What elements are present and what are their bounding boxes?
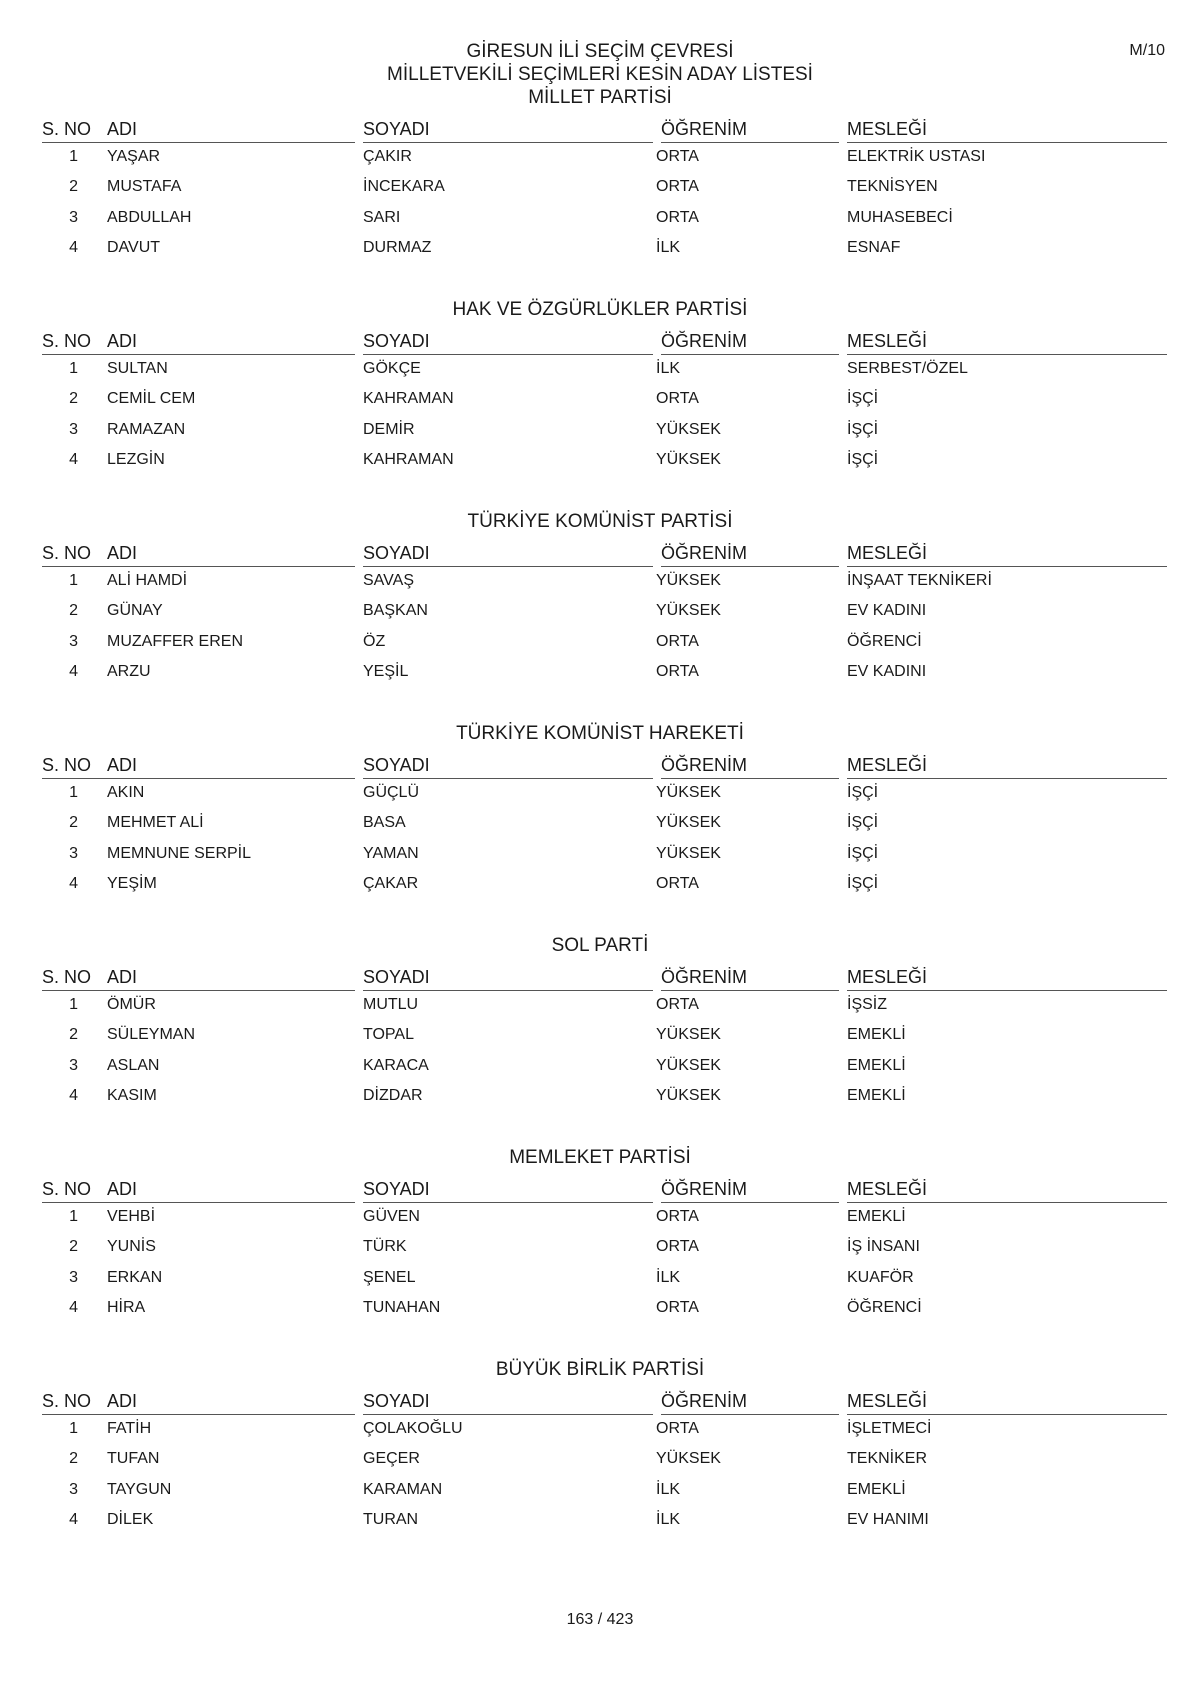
candidate-education: ORTA [656, 178, 699, 195]
candidate-surname: KARAMAN [363, 1481, 443, 1498]
column-underline [363, 1202, 653, 1203]
candidate-row [0, 420, 1200, 442]
col-header-no: S. NO [42, 331, 92, 351]
column-underline [661, 142, 839, 143]
candidate-job: İŞLETMECİ [847, 1420, 932, 1437]
candidate-job: EV HANIMI [847, 1511, 929, 1528]
column-underline [363, 990, 653, 991]
candidate-surname: SAVAŞ [363, 572, 414, 589]
candidate-name: KASIM [107, 1087, 157, 1104]
candidate-no: 4 [69, 451, 78, 468]
candidate-surname: DURMAZ [363, 239, 432, 256]
col-header-education: ÖĞRENİM [661, 543, 748, 563]
column-underline [363, 566, 653, 567]
candidate-job: KUAFÖR [847, 1269, 914, 1286]
column-header-row [0, 966, 1200, 992]
party-title: SOL PARTİ [551, 935, 649, 956]
candidate-surname: YEŞİL [363, 663, 409, 680]
col-header-surname: SOYADI [363, 543, 430, 563]
candidate-surname: ÇOLAKOĞLU [363, 1420, 463, 1437]
candidate-no: 2 [69, 1026, 78, 1043]
candidate-row [0, 874, 1200, 896]
candidate-no: 2 [69, 390, 78, 407]
column-underline [661, 1414, 839, 1415]
col-header-job: MESLEĞİ [847, 331, 928, 351]
candidate-surname: İNCEKARA [363, 178, 445, 195]
candidate-no: 1 [69, 572, 78, 589]
candidate-name: SULTAN [107, 360, 168, 377]
col-header-no: S. NO [42, 543, 92, 563]
col-header-name: ADI [107, 1391, 138, 1411]
col-header-name: ADI [107, 1179, 138, 1199]
candidate-no: 3 [69, 421, 78, 438]
candidate-surname: TURAN [363, 1511, 419, 1528]
candidate-surname: ÇAKAR [363, 875, 419, 892]
candidate-education: YÜKSEK [656, 1450, 721, 1467]
col-header-education: ÖĞRENİM [661, 331, 748, 351]
party-title: BÜYÜK BİRLİK PARTİSİ [495, 1359, 705, 1380]
column-underline [363, 142, 653, 143]
page-code: M/10 [1129, 42, 1165, 59]
candidate-no: 3 [69, 633, 78, 650]
column-underline [847, 1202, 1167, 1203]
candidate-name: ERKAN [107, 1269, 163, 1286]
candidate-education: ORTA [656, 148, 699, 165]
candidate-name: MUSTAFA [107, 178, 182, 195]
candidate-job: ÖĞRENCİ [847, 1299, 922, 1316]
candidate-surname: KARACA [363, 1057, 429, 1074]
candidate-job: ELEKTRİK USTASI [847, 148, 986, 165]
party-title: MİLLET PARTİSİ [528, 87, 672, 108]
col-header-education: ÖĞRENİM [661, 1179, 748, 1199]
candidate-education: YÜKSEK [656, 421, 721, 438]
column-header-row [0, 118, 1200, 144]
candidate-education: YÜKSEK [656, 1057, 721, 1074]
candidate-job: EMEKLİ [847, 1026, 906, 1043]
candidate-name: ÖMÜR [107, 996, 156, 1013]
candidate-job: İŞÇİ [847, 845, 879, 862]
candidate-no: 2 [69, 178, 78, 195]
candidate-no: 1 [69, 996, 78, 1013]
candidate-name: LEZGİN [107, 451, 165, 468]
page-number: 163 / 423 [566, 1611, 634, 1628]
candidate-no: 2 [69, 1450, 78, 1467]
candidate-education: YÜKSEK [656, 1087, 721, 1104]
col-header-no: S. NO [42, 119, 92, 139]
candidate-no: 4 [69, 663, 78, 680]
column-header-row [0, 1390, 1200, 1416]
candidate-job: İŞÇİ [847, 421, 879, 438]
candidate-job: İŞÇİ [847, 875, 879, 892]
col-header-job: MESLEĞİ [847, 1179, 928, 1199]
candidate-job: EV KADINI [847, 602, 927, 619]
candidate-row [0, 632, 1200, 654]
party-title: TÜRKİYE KOMÜNİST HAREKETİ [456, 723, 744, 744]
candidate-no: 2 [69, 1238, 78, 1255]
candidate-no: 3 [69, 1269, 78, 1286]
candidate-no: 3 [69, 1481, 78, 1498]
candidate-row [0, 1207, 1200, 1229]
candidate-name: MEMNUNE SERPİL [107, 845, 252, 862]
col-header-surname: SOYADI [363, 119, 430, 139]
column-underline [363, 778, 653, 779]
candidate-job: İŞSİZ [847, 996, 888, 1013]
candidate-no: 4 [69, 875, 78, 892]
candidate-row [0, 450, 1200, 472]
col-header-surname: SOYADI [363, 331, 430, 351]
candidate-surname: SARI [363, 209, 401, 226]
candidate-education: İLK [656, 1481, 681, 1498]
col-header-no: S. NO [42, 1391, 92, 1411]
candidate-surname: DİZDAR [363, 1087, 423, 1104]
candidate-education: ORTA [656, 1299, 699, 1316]
candidate-job: MUHASEBECİ [847, 209, 953, 226]
candidate-row [0, 1025, 1200, 1047]
candidate-row [0, 783, 1200, 805]
candidate-name: MUZAFFER EREN [107, 633, 243, 650]
col-header-surname: SOYADI [363, 755, 430, 775]
candidate-education: İLK [656, 360, 681, 377]
candidate-name: MEHMET ALİ [107, 814, 204, 831]
candidate-education: İLK [656, 1269, 681, 1286]
candidate-surname: ŞENEL [363, 1269, 416, 1286]
candidate-surname: GÜÇLÜ [363, 784, 420, 801]
col-header-job: MESLEĞİ [847, 119, 928, 139]
col-header-job: MESLEĞİ [847, 755, 928, 775]
candidate-no: 3 [69, 1057, 78, 1074]
candidate-no: 4 [69, 1087, 78, 1104]
candidate-row [0, 1056, 1200, 1078]
candidate-job: EMEKLİ [847, 1208, 906, 1225]
col-header-education: ÖĞRENİM [661, 119, 748, 139]
column-underline [42, 1414, 355, 1415]
candidate-name: YUNİS [107, 1238, 156, 1255]
candidate-row [0, 359, 1200, 381]
candidate-surname: GÖKÇE [363, 360, 421, 377]
candidate-row [0, 995, 1200, 1017]
candidate-education: YÜKSEK [656, 814, 721, 831]
col-header-job: MESLEĞİ [847, 1391, 928, 1411]
candidate-no: 1 [69, 1208, 78, 1225]
candidate-job: SERBEST/ÖZEL [847, 360, 968, 377]
candidate-education: ORTA [656, 1420, 699, 1437]
col-header-surname: SOYADI [363, 967, 430, 987]
candidate-row [0, 1086, 1200, 1108]
col-header-job: MESLEĞİ [847, 967, 928, 987]
candidate-job: EV KADINI [847, 663, 927, 680]
candidate-row [0, 813, 1200, 835]
candidate-job: İŞ İNSANI [847, 1238, 920, 1255]
candidate-no: 1 [69, 360, 78, 377]
candidate-education: ORTA [656, 633, 699, 650]
candidate-education: YÜKSEK [656, 572, 721, 589]
column-header-row [0, 330, 1200, 356]
candidate-surname: BAŞKAN [363, 602, 428, 619]
col-header-job: MESLEĞİ [847, 543, 928, 563]
column-header-row [0, 754, 1200, 780]
col-header-education: ÖĞRENİM [661, 967, 748, 987]
candidate-surname: ÖZ [363, 633, 386, 650]
column-underline [661, 778, 839, 779]
candidate-job: EMEKLİ [847, 1481, 906, 1498]
column-underline [42, 566, 355, 567]
candidate-job: ÖĞRENCİ [847, 633, 922, 650]
candidate-education: İLK [656, 239, 681, 256]
candidate-surname: KAHRAMAN [363, 390, 454, 407]
candidate-row [0, 177, 1200, 199]
column-underline [847, 990, 1167, 991]
column-underline [847, 778, 1167, 779]
candidate-education: ORTA [656, 390, 699, 407]
col-header-name: ADI [107, 119, 138, 139]
candidate-name: AKIN [107, 784, 145, 801]
candidate-name: CEMİL CEM [107, 390, 196, 407]
column-underline [42, 354, 355, 355]
candidate-job: İNŞAAT TEKNİKERİ [847, 572, 992, 589]
candidate-row [0, 208, 1200, 230]
candidate-no: 4 [69, 1299, 78, 1316]
candidate-name: RAMAZAN [107, 421, 186, 438]
candidate-surname: MUTLU [363, 996, 419, 1013]
column-underline [847, 1414, 1167, 1415]
candidate-name: ALİ HAMDİ [107, 572, 188, 589]
candidate-name: ABDULLAH [107, 209, 192, 226]
candidate-row [0, 1510, 1200, 1532]
candidate-row [0, 147, 1200, 169]
constituency-title: GİRESUN İLİ SEÇİM ÇEVRESİ [466, 41, 734, 62]
candidate-name: TUFAN [107, 1450, 160, 1467]
col-header-no: S. NO [42, 967, 92, 987]
document-header [0, 40, 1200, 86]
col-header-surname: SOYADI [363, 1391, 430, 1411]
candidate-surname: YAMAN [363, 845, 419, 862]
candidate-job: TEKNİSYEN [847, 178, 938, 195]
candidate-row [0, 389, 1200, 411]
candidate-job: TEKNİKER [847, 1450, 928, 1467]
column-underline [661, 990, 839, 991]
candidate-surname: ÇAKIR [363, 148, 412, 165]
candidate-surname: DEMİR [363, 421, 415, 438]
candidate-name: GÜNAY [107, 602, 163, 619]
candidate-row [0, 1268, 1200, 1290]
column-underline [42, 778, 355, 779]
candidate-surname: BASA [363, 814, 406, 831]
candidate-row [0, 601, 1200, 623]
candidate-education: YÜKSEK [656, 451, 721, 468]
candidate-education: YÜKSEK [656, 602, 721, 619]
candidate-name: ASLAN [107, 1057, 160, 1074]
candidate-education: ORTA [656, 663, 699, 680]
candidate-surname: TÜRK [363, 1238, 407, 1255]
candidate-education: İLK [656, 1511, 681, 1528]
candidate-no: 3 [69, 845, 78, 862]
candidate-education: ORTA [656, 996, 699, 1013]
candidate-job: İŞÇİ [847, 784, 879, 801]
candidate-surname: KAHRAMAN [363, 451, 454, 468]
col-header-no: S. NO [42, 1179, 92, 1199]
candidate-education: ORTA [656, 1238, 699, 1255]
candidate-no: 4 [69, 239, 78, 256]
column-underline [363, 354, 653, 355]
col-header-no: S. NO [42, 755, 92, 775]
column-underline [42, 1202, 355, 1203]
candidate-job: İŞÇİ [847, 390, 879, 407]
column-header-row [0, 542, 1200, 568]
candidate-no: 2 [69, 814, 78, 831]
candidate-no: 4 [69, 1511, 78, 1528]
candidate-row [0, 571, 1200, 593]
column-underline [661, 1202, 839, 1203]
candidate-row [0, 238, 1200, 260]
party-title: HAK VE ÖZGÜRLÜKLER PARTİSİ [452, 299, 748, 320]
candidate-education: YÜKSEK [656, 845, 721, 862]
candidate-surname: TOPAL [363, 1026, 414, 1043]
col-header-surname: SOYADI [363, 1179, 430, 1199]
candidate-education: ORTA [656, 1208, 699, 1225]
candidate-name: TAYGUN [107, 1481, 172, 1498]
party-title: TÜRKİYE KOMÜNİST PARTİSİ [467, 511, 733, 532]
column-underline [42, 142, 355, 143]
candidate-row [0, 1419, 1200, 1441]
column-underline [661, 566, 839, 567]
column-underline [42, 990, 355, 991]
col-header-name: ADI [107, 755, 138, 775]
column-header-row [0, 1178, 1200, 1204]
candidate-no: 1 [69, 1420, 78, 1437]
candidate-name: SÜLEYMAN [107, 1026, 196, 1043]
candidate-row [0, 662, 1200, 684]
candidate-row [0, 1449, 1200, 1471]
candidate-no: 1 [69, 784, 78, 801]
candidate-job: ESNAF [847, 239, 901, 256]
candidate-name: HİRA [107, 1299, 146, 1316]
party-title: MEMLEKET PARTİSİ [509, 1147, 691, 1168]
col-header-name: ADI [107, 331, 138, 351]
column-underline [847, 142, 1167, 143]
col-header-education: ÖĞRENİM [661, 755, 748, 775]
column-underline [847, 566, 1167, 567]
column-underline [847, 354, 1167, 355]
candidate-surname: GÜVEN [363, 1208, 420, 1225]
candidate-name: ARZU [107, 663, 151, 680]
candidate-job: İŞÇİ [847, 814, 879, 831]
candidate-surname: GEÇER [363, 1450, 420, 1467]
candidate-row [0, 1298, 1200, 1320]
candidate-job: EMEKLİ [847, 1057, 906, 1074]
candidate-job: EMEKLİ [847, 1087, 906, 1104]
candidate-surname: TUNAHAN [363, 1299, 441, 1316]
col-header-name: ADI [107, 967, 138, 987]
candidate-no: 2 [69, 602, 78, 619]
col-header-name: ADI [107, 543, 138, 563]
list-title: MİLLETVEKİLİ SEÇİMLERİ KESİN ADAY LİSTESİ [387, 64, 813, 85]
candidate-name: YAŞAR [107, 148, 161, 165]
candidate-name: DİLEK [107, 1511, 154, 1528]
candidate-name: VEHBİ [107, 1208, 156, 1225]
candidate-name: DAVUT [107, 239, 161, 256]
candidate-name: YEŞİM [107, 875, 157, 892]
candidate-education: ORTA [656, 875, 699, 892]
column-underline [661, 354, 839, 355]
col-header-education: ÖĞRENİM [661, 1391, 748, 1411]
candidate-education: YÜKSEK [656, 784, 721, 801]
candidate-row [0, 844, 1200, 866]
candidate-row [0, 1480, 1200, 1502]
column-underline [363, 1414, 653, 1415]
candidate-education: YÜKSEK [656, 1026, 721, 1043]
candidate-education: ORTA [656, 209, 699, 226]
candidate-no: 3 [69, 209, 78, 226]
candidate-name: FATİH [107, 1420, 152, 1437]
candidate-no: 1 [69, 148, 78, 165]
candidate-job: İŞÇİ [847, 451, 879, 468]
candidate-row [0, 1237, 1200, 1259]
